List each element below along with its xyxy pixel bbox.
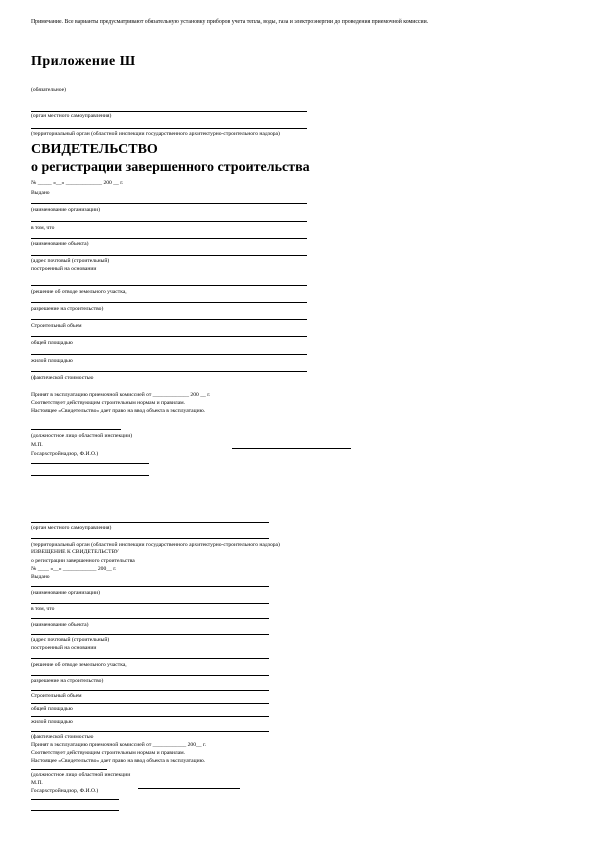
acceptance-line-2: Соответствует действующим строительным нормам и правилам.	[31, 400, 186, 406]
certificate-subtitle: о регистрации завершенного строительства	[31, 160, 310, 175]
copy-building-permit-label: разрешение на строительство)	[31, 678, 104, 684]
copy-number-line: № ____ «__» ____________ 200__ г.	[31, 566, 117, 572]
copy-territorial-line	[31, 538, 269, 539]
copy-address-label: (адрес почтовый (строительный)	[31, 637, 110, 643]
copy-issued-label: Выдано	[31, 574, 50, 580]
copy-volume-line	[31, 690, 269, 691]
copy-local-authority-label: (орган местного самоуправления)	[31, 525, 112, 531]
that-label: в том, что	[31, 225, 55, 231]
copy-volume-label: Строительный объем	[31, 693, 82, 699]
living-area-label: жилой площадью	[31, 358, 73, 364]
building-permit-label: разрешение на строительство)	[31, 306, 104, 312]
volume-label: Строительный объем	[31, 323, 82, 329]
total-area-line	[31, 336, 307, 337]
acceptance-line-1: Принят в эксплуатацию приемочной комиссией от _____________ 200 __ г.	[31, 392, 211, 398]
official-line	[31, 429, 121, 430]
copy-total-area-line	[31, 703, 269, 704]
org-name-label: (наименование организации)	[31, 207, 100, 213]
copy-living-area-label: жилой площадью	[31, 719, 73, 725]
total-area-label: общей площадью	[31, 340, 73, 346]
copy-address-line	[31, 634, 269, 635]
object-line	[31, 238, 307, 239]
authority-line	[31, 111, 307, 112]
copy-signature-line	[138, 788, 240, 789]
certificate-number-line: № _____ «__» _____________ 200 __ г.	[31, 180, 124, 186]
certificate-title: СВИДЕТЕЛЬСТВО	[31, 142, 158, 157]
signature-line	[232, 448, 351, 449]
copy-object-line	[31, 618, 269, 619]
official-position-label: (должностное лицо областной инспекции)	[31, 433, 133, 439]
gosarch-label: Госархстройнадзор, Ф.И.О.)	[31, 451, 99, 457]
territorial-line	[31, 128, 307, 129]
copy-permit-line	[31, 675, 269, 676]
appendix-title: Приложение Ш	[31, 54, 136, 69]
copy-gosarch-label: Госархстройнадзор, Ф.И.О.)	[31, 788, 99, 794]
copy-cost-line	[31, 731, 269, 732]
copy-built-on-basis-label: построенный на основании	[31, 645, 97, 651]
blank-line-2	[31, 475, 149, 476]
volume-line	[31, 319, 307, 320]
built-on-basis-label: построенный на основании	[31, 266, 97, 272]
stamp-label: М.П.	[31, 442, 43, 448]
copy-subtitle: о регистрации завершенного строительства	[31, 558, 135, 564]
address-label: (адрес почтовый (строительный)	[31, 258, 110, 264]
copy-official-line	[31, 769, 107, 770]
copy-that-line	[31, 603, 269, 604]
mandatory-label: (обязательное)	[31, 87, 66, 93]
copy-that-label: в том, что	[31, 606, 55, 612]
copy-stamp-label: М.П.	[31, 780, 43, 786]
living-area-line	[31, 354, 307, 355]
copy-official-position-label: (должностное лицо областной инспекции	[31, 772, 131, 778]
local-authority-label: (орган местного самоуправления)	[31, 113, 112, 119]
cost-line	[31, 371, 307, 372]
issued-label: Выдано	[31, 190, 50, 196]
permit-line	[31, 302, 307, 303]
copy-blank-line-1	[31, 799, 119, 800]
copy-living-area-line	[31, 716, 269, 717]
copy-acceptance-line-2: Соответствует действующим строительным нормам и правилам.	[31, 750, 186, 756]
actual-cost-label: (фактической стоимостью	[31, 375, 94, 381]
copy-acceptance-line-1: Принят в эксплуатацию приемочной комиссией от ____________ 200__ г.	[31, 742, 207, 748]
copy-object-name-label: (наименование объекта)	[31, 622, 89, 628]
copy-land-line	[31, 658, 269, 659]
copy-territorial-body-label: (территориальный орган (областной инспекции государственного архитектурно-строительного надзора)	[31, 542, 280, 548]
copy-title: ИЗВЕЩЕНИЕ К СВИДЕТЕЛЬСТВУ	[31, 549, 119, 555]
acceptance-line-3: Настоящее «Свидетельство» дает право на ввод объекта в эксплуатацию.	[31, 408, 206, 414]
copy-total-area-label: общей площадью	[31, 706, 73, 712]
copy-acceptance-line-3: Настоящее «Свидетельство» дает право на ввод объекта в эксплуатацию.	[31, 758, 206, 764]
land-line	[31, 285, 307, 286]
org-line	[31, 203, 307, 204]
object-name-label: (наименование объекта)	[31, 241, 89, 247]
blank-line-1	[31, 463, 149, 464]
copy-blank-line-2	[31, 810, 119, 811]
address-line	[31, 255, 307, 256]
land-decision-label: (решение об отводе земельного участка,	[31, 289, 127, 295]
copy-org-line	[31, 586, 269, 587]
that-line	[31, 221, 307, 222]
copy-org-name-label: (наименование организации)	[31, 590, 100, 596]
copy-actual-cost-label: (фактической стоимостью	[31, 734, 94, 740]
copy-authority-line	[31, 522, 269, 523]
note-text: Примечание. Все варианты предусматривают обязательную установку приборов учета тепла, воды, газа и электроэнергии до проведения приемочной комиссии.	[31, 19, 429, 25]
territorial-body-label: (территориальный орган (областной инспекции государственного архитектурно-строительного надзора)	[31, 131, 280, 137]
copy-land-decision-label: (решение об отводе земельного участка,	[31, 662, 127, 668]
